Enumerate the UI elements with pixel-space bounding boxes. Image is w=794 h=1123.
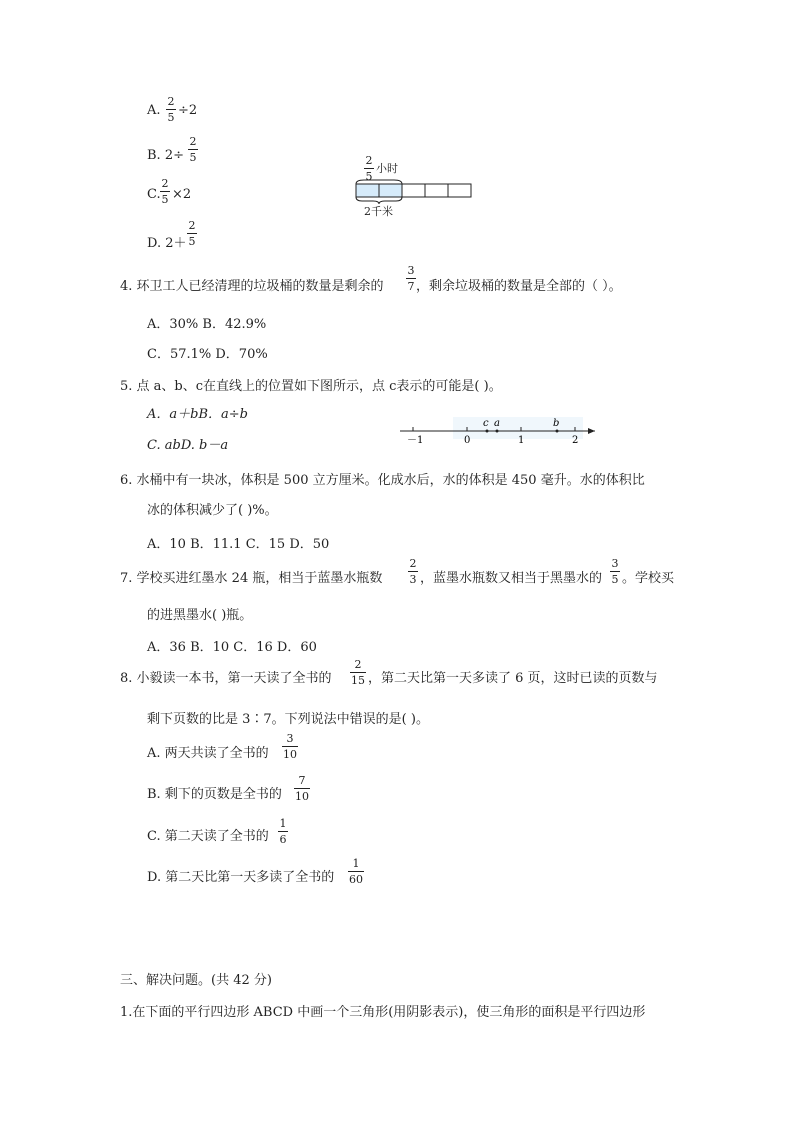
- q3-figure-bottom-label: 2千米: [364, 205, 393, 218]
- fraction-numerator: 2: [409, 557, 417, 570]
- fraction-denominator: 15: [351, 674, 365, 687]
- fraction-denominator: 5: [167, 111, 175, 124]
- fraction-numerator: 7: [298, 774, 306, 787]
- q5-options-line1: A．a＋bB．a÷b: [147, 407, 248, 422]
- strip-cell-3: [402, 184, 425, 197]
- fraction-numerator: 1: [352, 857, 360, 870]
- fraction-numerator: 3: [407, 264, 415, 277]
- fraction-denominator: 5: [365, 170, 373, 183]
- q8-text-b: ，第二天比第一天多读了 6 页，这时已读的页数与: [368, 671, 658, 686]
- q7-line2: 的进黑墨水( )瓶。: [147, 608, 253, 623]
- q3-option-c-fraction: [160, 178, 170, 205]
- fraction-numerator: 2: [365, 154, 373, 167]
- point-b: [556, 430, 559, 433]
- strip-cell-5: [448, 184, 471, 197]
- point-label-a: a: [494, 418, 500, 429]
- q8-text-a: 8. 小毅读一本书，第一天读了全书的: [120, 671, 332, 686]
- fraction-denominator: 5: [161, 193, 169, 206]
- section-3-heading: 三、解决问题。(共 42 分): [120, 973, 272, 988]
- q4-text-after: ，剩余垃圾桶的数量是全部的（ ）。: [416, 279, 622, 294]
- fraction-numerator: 3: [286, 732, 294, 745]
- q7-text-c: 。学校买: [622, 571, 675, 586]
- fraction-denominator: 60: [349, 873, 363, 886]
- q8-option-d: D. 第二天比第一天多读了全书的: [147, 870, 335, 885]
- tick-label-minus-one: －1: [407, 435, 424, 446]
- fraction-bar: [160, 191, 170, 192]
- q3-option-a: [147, 103, 161, 118]
- q4-text-before: 4. 环卫工人已经清理的垃圾桶的数量是剩余的: [120, 279, 384, 294]
- point-a: [496, 430, 499, 433]
- q7-fraction-2: [610, 558, 620, 585]
- q8-fraction: [350, 659, 366, 686]
- q4-options-line2: C．57.1% D．70%: [147, 347, 268, 362]
- fraction-numerator: 3: [611, 557, 619, 570]
- fraction-bar: [408, 571, 418, 572]
- fraction-bar: [278, 831, 288, 832]
- fraction-denominator: 3: [409, 573, 417, 586]
- section-3-q1: 1.在下面的平行四边形 ABCD 中画一个三角形(用阴影表示)，使三角形的面积是平行四边形: [120, 1005, 646, 1020]
- q3-option-a-label: A.: [147, 103, 161, 118]
- fraction-denominator: 10: [283, 748, 297, 761]
- q8-option-c-fraction: [278, 818, 288, 845]
- fraction-denominator: 7: [407, 280, 415, 293]
- fraction-denominator: 5: [188, 235, 196, 248]
- point-label-c: c: [483, 418, 489, 429]
- fraction-denominator: 5: [611, 573, 619, 586]
- fraction-bar: [282, 746, 298, 747]
- q5-options-line2: C. abD. b－a: [147, 438, 229, 453]
- fraction-bar: [188, 149, 198, 150]
- tick-label-two: 2: [572, 435, 579, 446]
- fraction-denominator: 10: [295, 790, 309, 803]
- q6-line1: 6. 水桶中有一块冰，体积是 500 立方厘米。化成水后，水的体积是 450 毫升。水的体积比: [120, 473, 645, 488]
- fraction-bar: [364, 168, 374, 169]
- strip-cell-2: [379, 184, 402, 197]
- q8-line2: 剩下页数的比是 3∶7。下列说法中错误的是( )。: [147, 712, 429, 727]
- fraction-bar: [187, 233, 197, 234]
- q7-options: A．36 B．10 C．16 D．60: [147, 640, 317, 655]
- fraction-bar: [406, 278, 416, 279]
- fraction-bar: [294, 788, 310, 789]
- q3-option-a-op: ÷2: [178, 103, 198, 118]
- fraction-numerator: 1: [279, 817, 287, 830]
- q3-option-b-fraction: [188, 136, 198, 163]
- strip-cell-1: [356, 184, 379, 197]
- tick-label-one: 1: [518, 435, 525, 446]
- fraction-denominator: 5: [189, 151, 197, 164]
- fraction-numerator: 2: [161, 177, 169, 190]
- strip-cell-4: [425, 184, 448, 197]
- q8-option-b-fraction: [294, 775, 310, 802]
- q3-option-c: C.: [147, 187, 161, 202]
- q8-option-c: C. 第二天读了全书的: [147, 829, 269, 844]
- top-brace: [356, 180, 402, 184]
- q7-text-a: 7. 学校买进红墨水 24 瓶，相当于蓝墨水瓶数: [120, 571, 383, 586]
- fraction-numerator: 2: [189, 135, 197, 148]
- q8-option-a-fraction: [282, 733, 298, 760]
- tick-label-zero: 0: [464, 435, 471, 446]
- q3-option-c-op: ×2: [172, 187, 192, 202]
- q8-option-b: B. 剩下的页数是全书的: [147, 787, 282, 802]
- q8-option-d-fraction: [348, 858, 364, 885]
- point-label-b: b: [553, 418, 560, 429]
- point-c: [486, 430, 489, 433]
- fraction-numerator: 2: [188, 219, 196, 232]
- q5-text: 5. 点 a、b、c在直线上的位置如下图所示，点 c表示的可能是( )。: [120, 379, 502, 394]
- q3-option-a-fraction: [166, 96, 176, 123]
- q3-option-d: D. 2＋: [147, 236, 187, 251]
- q8-option-a: A. 两天共读了全书的: [147, 746, 269, 761]
- q4-fraction: [406, 265, 416, 292]
- fraction-denominator: 6: [279, 833, 287, 846]
- q3-option-b: B. 2÷: [147, 148, 184, 163]
- q4-options-line1: A．30% B．42.9%: [147, 317, 267, 332]
- fraction-numerator: 2: [167, 95, 175, 108]
- fraction-bar: [348, 871, 364, 872]
- q3-option-d-fraction: [187, 220, 197, 247]
- axis-arrow: [588, 428, 595, 434]
- q5-number-line: [395, 412, 605, 448]
- fraction-bar: [610, 571, 620, 572]
- fraction-bar: [166, 109, 176, 110]
- fraction-bar: [350, 672, 366, 673]
- q3-figure-top-label: 小时: [376, 162, 398, 175]
- q7-fraction-1: [408, 558, 418, 585]
- q7-text-b: ，蓝墨水瓶数又相当于黑墨水的: [420, 571, 603, 586]
- fraction-numerator: 2: [354, 658, 362, 671]
- q6-line2: 冰的体积减少了( )%。: [147, 503, 278, 518]
- q6-options: A．10 B．11.1 C．15 D．50: [147, 537, 330, 552]
